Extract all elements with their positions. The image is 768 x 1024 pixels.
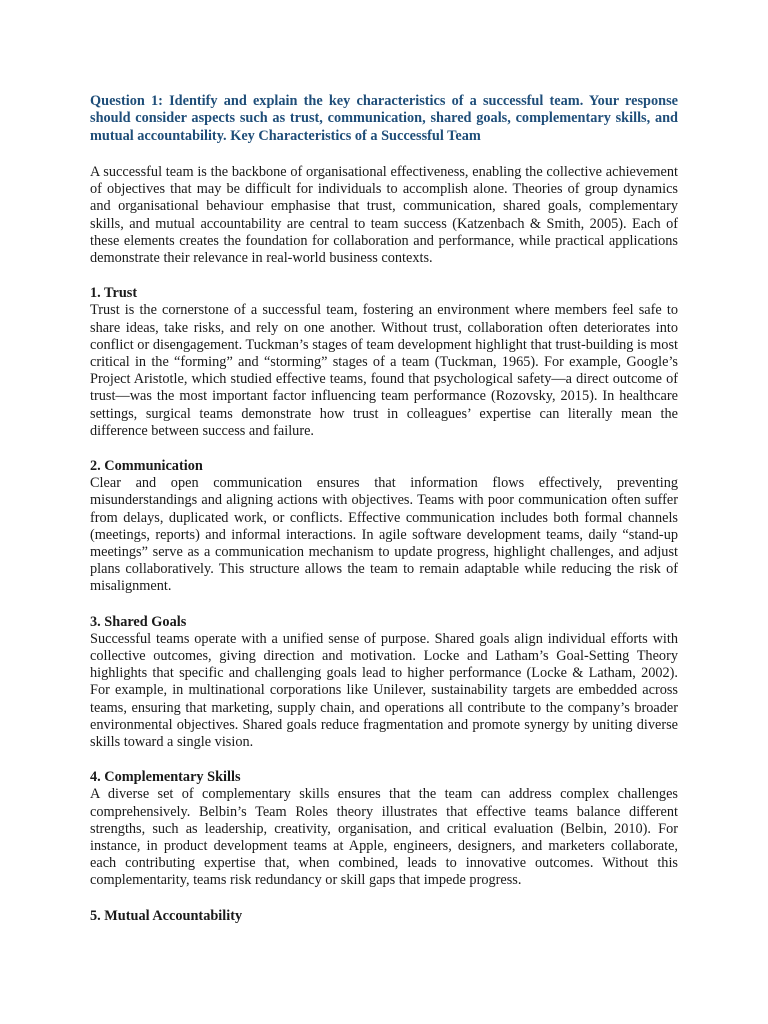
section-body: Successful teams operate with a unified sense of purpose. Shared goals align individual efforts with collective outcomes, giving direction and motivation. Locke and Latham’s Goal-Setting Theory highlights that specific and challenging goals lead to higher performance (Locke & Latham, 2002). For example, in multinational corporations like Unilever, sustainability targets are embedded across teams, ensuring that marketing, supply chain, and operations all contribute to the company’s broader environmental objectives. Shared goals reduce fragmentation and promote synergy by uniting diverse skills toward a single vision.	[90, 630, 678, 750]
section-title: 2. Communication	[90, 457, 203, 474]
section-communication	[90, 458, 678, 596]
section-title: 3. Shared Goals	[90, 613, 187, 630]
document-page	[90, 93, 678, 943]
section-title: 5. Mutual Accountability	[90, 907, 243, 924]
section-title: 4. Complementary Skills	[90, 769, 241, 786]
section-trust	[90, 285, 678, 440]
section-mutual-accountability	[90, 908, 678, 925]
section-body: Clear and open communication ensures that information flows effectively, preventing misunderstandings and aligning actions with objectives. Teams with poor communication often suffer from delays, duplicated work, or conflicts. Effective communication includes both formal channels (meetings, reports) and informal interactions. In agile software development teams, daily “stand-up meetings” serve as a communication mechanism to update progress, highlight challenges, and adjust plans collaboratively. This structure allows the team to remain adaptable while reducing the risk of misalignment.	[90, 475, 678, 595]
section-body: Trust is the cornerstone of a successful team, fostering an environment where members feel safe to share ideas, take risks, and rely on one another. Without trust, collaboration often deteriorates into conflict or disengagement. Tuckman’s stages of team development highlight that trust-building is most critical in the “forming” and “storming” stages of a team (Tuckman, 1965). For example, Google’s Project Aristotle, which studied effective teams, found that psychological safety—a direct outcome of trust—was the most important factor influencing team performance (Rozovsky, 2015). In healthcare settings, surgical teams demonstrate how trust in colleagues’ expertise can literally mean the difference between success and failure.	[90, 302, 678, 439]
section-shared-goals	[90, 614, 678, 752]
section-body: A diverse set of complementary skills ensures that the team can address complex challenges comprehensively. Belbin’s Team Roles theory illustrates that effective teams balance different strengths, such as leadership, creativity, organisation, and critical evaluation (Belbin, 2010). For instance, in product development teams at Apple, engineers, designers, and marketers collaborate, each contributing expertise that, when combined, leads to innovative outcomes. Without this complementarity, teams risk redundancy or skill gaps that impede progress.	[90, 786, 678, 889]
section-complementary-skills	[90, 769, 678, 889]
intro-paragraph: A successful team is the backbone of organisational effectiveness, enabling the collective achievement of objectives that may be difficult for individuals to accomplish alone. Theories of group dynamics and organisational behaviour emphasise that trust, communication, shared goals, complementary skills, and mutual accountability are central to team success (Katzenbach & Smith, 2005). Each of these elements creates the foundation for collaboration and performance, while practical applications demonstrate their relevance in real-world business contexts.	[90, 163, 678, 266]
question-heading: Question 1: Identify and explain the key characteristics of a successful team. Your response should consider aspects such as trust, communication, shared goals, complementary skills, and mutual accountability. Key Characteristics of a Successful Team	[90, 93, 678, 144]
section-title: 1. Trust	[90, 285, 138, 302]
